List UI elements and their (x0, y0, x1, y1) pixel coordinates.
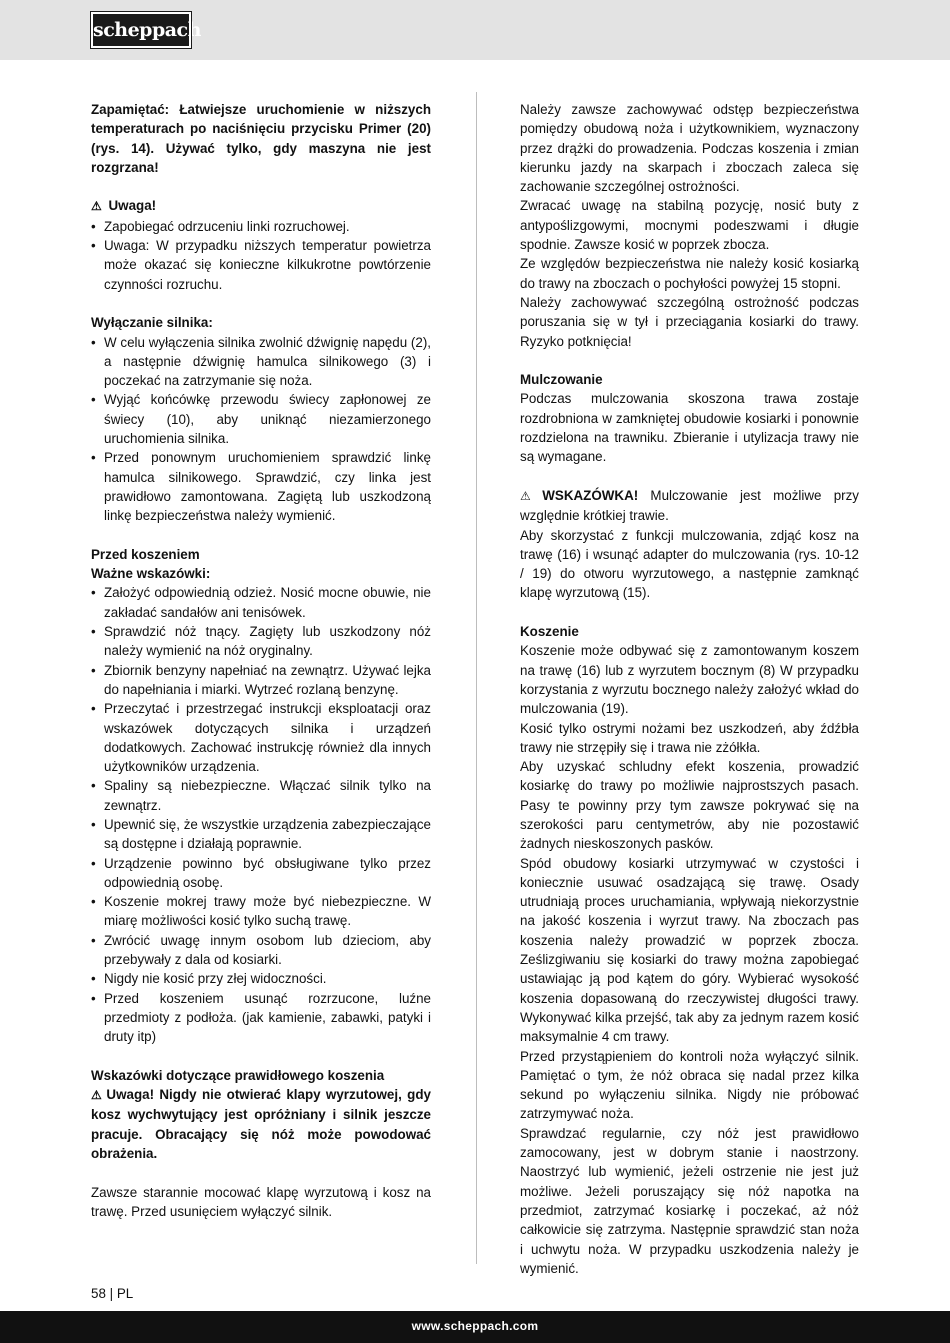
website-link[interactable]: www.scheppach.com (411, 1319, 539, 1333)
hint-paragraph (520, 486, 859, 526)
warning-paragraph (91, 1085, 431, 1163)
list-item: • Przeczytać i przestrzegać instrukcji eksploatacji oraz wskazówek dotyczących silnika i urządzeń dodatkowych. Zachować instrukcję również dla innych użytkowników urządzenia. (91, 699, 431, 776)
list-item: • Wyjąć końcówkę przewodu świecy zapłonowej ze świecy (10), aby uniknąć niezamierzonego uruchomienia silnika. (91, 390, 431, 448)
hint-label: WSKAZÓWKA! (542, 487, 639, 503)
section-title-mowing: Koszenie (520, 624, 579, 640)
warning-title: Uwaga! (108, 198, 157, 214)
list-item: • Sprawdzić nóż tnący. Zagięty lub uszkodzony nóż należy wymienić na nóż oryginalny. (91, 622, 431, 661)
footer-bar (0, 1311, 950, 1343)
engine-off-list (91, 333, 431, 526)
list-item: • Urządzenie powinno być obsługiwane tylko przez odpowiednią osobę. (91, 854, 431, 893)
body-paragraph: Należy zachowywać szczególną ostrożność podczas poruszania się w tył i przeciągania kosiarki do trawy. Ryzyko potknięcia! (520, 294, 859, 349)
list-item: • Spaliny są niebezpieczne. Włączać silnik tylko na zewnątrz. (91, 776, 431, 815)
body-paragraph: Spód obudowy kosiarki utrzymywać w czystości i koniecznie usuwać osadzającą się trawę. Osady utrudniają proces uruchamiania, wpływają niekorzystnie na jakość koszenia i wyrzut trawy. Na zboczach pas koszenia należy prowadzić w poprzek zbocza. Ześlizgiwaniu się kosiarki do trawy można zapobiegać ustawiając ją pod kątem do góry. Wybierać wysokość koszenia dopasowaną do rzeczywistej długości trawy. Wykonywać kilka przejść, tak aby za jednym razem kosić maksymalnie 4 cm trawy. (520, 855, 859, 1045)
warning-icon: ⚠ (91, 199, 102, 214)
list-item: • Przed koszeniem usunąć rozrzucone, luźne przedmioty z podłoża. (jak kamienie, zabawki, patyki i druty itp) (91, 989, 431, 1047)
body-paragraph: Sprawdzać regularnie, czy nóż jest prawidłowo zamocowany, jest w dobrym stanie i naostrzony. Naostrzyć lub wymienić, jeżeli ostrzenie nie jest już możliwe. Jeżeli poruszający się nóż napotka na przedmiot, zatrzymać kosiarkę i poczekać, aż nóż całkowicie się zatrzyma. Następnie sprawdzić stan noża i uchwytu noża. W przypadku uszkodzenia należy je wymienić. (520, 1125, 859, 1276)
section-title-mulching: Mulczowanie (520, 372, 603, 388)
body-paragraph: Przed przystąpieniem do kontroli noża wyłączyć silnik. Pamiętać o tym, że nóż obraca się nadal przez kilka sekund po wyłączeniu silnika. Nigdy nie próbować zatrzymywać noża. (520, 1048, 859, 1122)
hint-text: Mulczowanie jest możliwe przy względnie krótkiej trawie. (520, 487, 859, 524)
warning-list (91, 217, 431, 294)
header-bar (0, 0, 950, 60)
left-column (91, 100, 431, 1221)
list-item: • Koszenie mokrej trawy może być niebezpieczne. W miarę możliwości kosić tylko suchą trawę. (91, 892, 431, 931)
list-item: • W celu wyłączenia silnika zwolnić dźwignię napędu (2), a następnie dźwignię hamulca silnikowego (3) i poczekać na zatrzymanie się noża. (91, 333, 431, 391)
list-item: • Upewnić się, że wszystkie urządzenia zabezpieczające są dostępne i działają poprawnie. (91, 815, 431, 854)
section-title-before-mowing: Przed koszeniem (91, 546, 200, 562)
list-item: • Założyć odpowiednią odzież. Nosić mocne obuwie, nie zakładać sandałów ani tenisówek. (91, 583, 431, 622)
list-item: • Przed ponownym uruchomieniem sprawdzić linkę hamulca silnikowego. Sprawdzić, czy linka jest prawidłowo zamontowana. Zagiętą lub uszkodzoną linkę bezpieczeństwa należy wymienić. (91, 448, 431, 525)
warning-icon: ⚠ (91, 1088, 104, 1103)
body-paragraph: Należy zawsze zachowywać odstęp bezpieczeństwa pomiędzy obudową noża i użytkownikiem, wyznaczony przez drążki do prowadzenia. Podczas koszenia i zmian kierunku jazdy na skarpach i zboczach zaleca się zachowanie szczególnej ostrożności. (520, 102, 859, 195)
body-paragraph: Zawsze starannie mocować klapę wyrzutową i kosz na trawę. Przed usunięciem wyłączyć silnik. (91, 1184, 431, 1219)
warning-heading (91, 196, 431, 216)
before-mowing-list (91, 583, 431, 1046)
subsection-title-important: Ważne wskazówki: (91, 566, 211, 582)
list-item: • Zwrócić uwagę innym osobom lub dzieciom, aby przebywały z dala od kosiarki. (91, 931, 431, 970)
column-divider (476, 92, 477, 1264)
body-paragraph: Zwracać uwagę na stabilną pozycję, nosić buty z antypoślizgowymi, mocnymi podeszwami i długie spodnie. Zawsze kosić w poprzek zbocza. (520, 198, 859, 253)
body-paragraph: Kosić tylko ostrymi nożami bez uszkodzeń, aby źdźbła trawy nie strzępiły się i trawa nie zżółkła. (520, 720, 859, 755)
section-title-engine-off: Wyłączanie silnika: (91, 315, 213, 331)
body-paragraph: Podczas mulczowania skoszona trawa zostaje rozdrobniona w zamkniętej obudowie kosiarki i ponownie rozdzielona na trawniku. Zbieranie i utylizacja trawy nie są wymagane. (520, 391, 859, 465)
list-item: • Zapobiegać odrzuceniu linki rozruchowej. (91, 217, 431, 236)
warning-text: Uwaga! Nigdy nie otwierać klapy wyrzutowej, gdy kosz wychwytujący jest opróżniany i silnik jeszcze pracuje. Obracający się nóż może powodować obrażenia. (91, 1087, 431, 1162)
body-paragraph: Aby uzyskać schludny efekt koszenia, prowadzić kosiarkę do trawy po możliwie najprostszych pasach. Pasy te powinny przy tym zawsze pokrywać się na szerokości paru centymetrów, aby nie pozostawić żadnych nieskoszonych pasków. (520, 759, 859, 852)
list-item: • Uwaga: W przypadku niższych temperatur powietrza może okazać się konieczne kilkukrotne powtórzenie czynności rozruchu. (91, 236, 431, 294)
body-paragraph: Ze względów bezpieczeństwa nie należy kosić kosiarką do trawy na zboczach o pochyłości powyżej 15 stopni. (520, 256, 859, 291)
scheppach-logo: scheppach (91, 12, 191, 48)
warning-icon: ⚠ (520, 488, 540, 503)
page-number: 58 | PL (91, 1286, 134, 1301)
list-item: • Zbiornik benzyny napełniać na zewnątrz. Używać lejka do napełniania i miarki. Wytrzeć rozlaną benzynę. (91, 661, 431, 700)
body-paragraph: Aby skorzystać z funkcji mulczowania, zdjąć kosz na trawę (16) i wsunąć adapter do mulczowania (rys. 10-12 / 19) do otworu wyrzutowego, a następnie zamknąć klapę wyrzutową (15). (520, 527, 859, 601)
right-column (520, 100, 859, 1278)
primer-note: Zapamiętać: Łatwiejsze uruchomienie w niższych temperaturach po naciśnięciu przycisku Primer (20) (rys. 14). Używać tylko, gdy maszyna nie jest rozgrzana! (91, 102, 431, 175)
body-paragraph: Koszenie może odbywać się z zamontowanym koszem na trawę (16) lub z wyrzutem bocznym (8) W przypadku korzystania z wyrzutu bocznego należy założyć wkład do mulczowania (19). (520, 643, 859, 717)
list-item: • Nigdy nie kosić przy złej widoczności. (91, 969, 431, 988)
section-title-proper-mowing: Wskazówki dotyczące prawidłowego koszenia (91, 1067, 385, 1083)
